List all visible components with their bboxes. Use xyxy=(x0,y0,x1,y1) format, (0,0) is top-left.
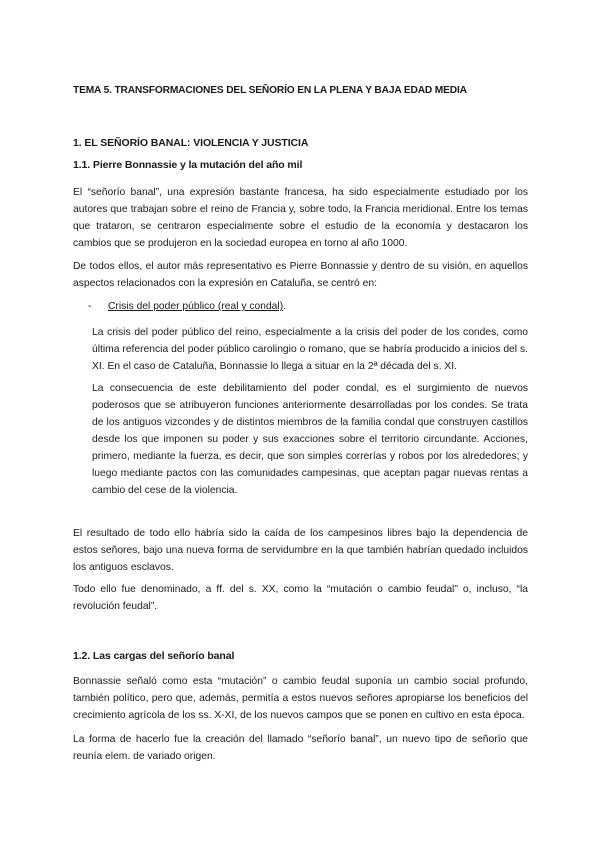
paragraph: De todos ellos, el autor más representativo es Pierre Bonnassie y dentro de su visión, en aquellos aspectos relacionados con la expresión en Cataluña, se centró en: xyxy=(73,261,528,289)
bullet-end: . xyxy=(283,301,287,312)
paragraph: El “señorío banal”, una expresión bastante francesa, ha sido especialmente estudiado por los autores que trabajan sobre el reino de Francia y, sobre todo, la Francia meridional. Entre los temas que trataron, se centraron especialmente sobre el estudio de la economía y destacaron los cambios que se produjeron en la sociedad europea en torno al año 1000. xyxy=(73,187,528,249)
bullet-dash: - xyxy=(88,301,92,312)
paragraph: La consecuencia de este debilitamiento del poder condal, es el surgimiento de nuevos poderosos que se atribuyeron funciones anteriormente desarrolladas por los condes. Se trata de los antiguos vizcondes y de distintos miembros de la familia condal que construyen castillos desde los que imponen su poder y sus exacciones sobre el territorio circundante. Acciones, primero, mediante la fuerza, es decir, que son simples correrías y robos por los alrededores; y luego mediante pactos con las comunidades campesinas, que aceptan pagar nuevas rentas a cambio del cese de la violencia. xyxy=(92,383,528,496)
document-title: TEMA 5. TRANSFORMACIONES DEL SEÑORÍO EN LA PLENA Y BAJA EDAD MEDIA xyxy=(73,85,467,96)
section-heading: 1. EL SEÑORÍO BANAL: VIOLENCIA Y JUSTICIA xyxy=(73,137,309,149)
paragraph: Bonnassie señaló como esta “mutación” o cambio feudal suponía un cambio social profundo, también político, pero que, además, permitía a estos nuevos señores apropiarse los beneficios del crecimiento agrícola de los ss. X-XI, de los nuevos campos que se ponen en cultivo en esta época. xyxy=(73,676,528,721)
subsection-heading: 1.2. Las cargas del señorío banal xyxy=(73,650,235,662)
bullet-label: Crisis del poder público (real y condal) xyxy=(108,301,284,312)
paragraph: La crisis del poder público del reino, especialmente a la crisis del poder de los condes, como última referencia del poder público carolingio o romano, que se habría producido a inicios del s. XI. En el caso de Cataluña, Bonnassie lo llega a situar en la 2ª década del s. XI. xyxy=(92,327,528,372)
bullet-item xyxy=(88,298,286,315)
subsection-heading: 1.1. Pierre Bonnassie y la mutación del año mil xyxy=(73,159,303,171)
paragraph: Todo ello fue denominado, a ff. del s. XX, como la “mutación o cambio feudal” o, incluso, “la revolución feudal”. xyxy=(73,584,528,612)
paragraph: El resultado de todo ello habría sido la caída de los campesinos libres bajo la dependencia de estos señores, bajo una nueva forma de servidumbre en la que también habrían quedado incluidos los antiguos esclavos. xyxy=(73,528,528,573)
paragraph: La forma de hacerlo fue la creación del llamado “señorío banal”, un nuevo tipo de señorío que reunía elem. de variado origen. xyxy=(73,734,528,762)
